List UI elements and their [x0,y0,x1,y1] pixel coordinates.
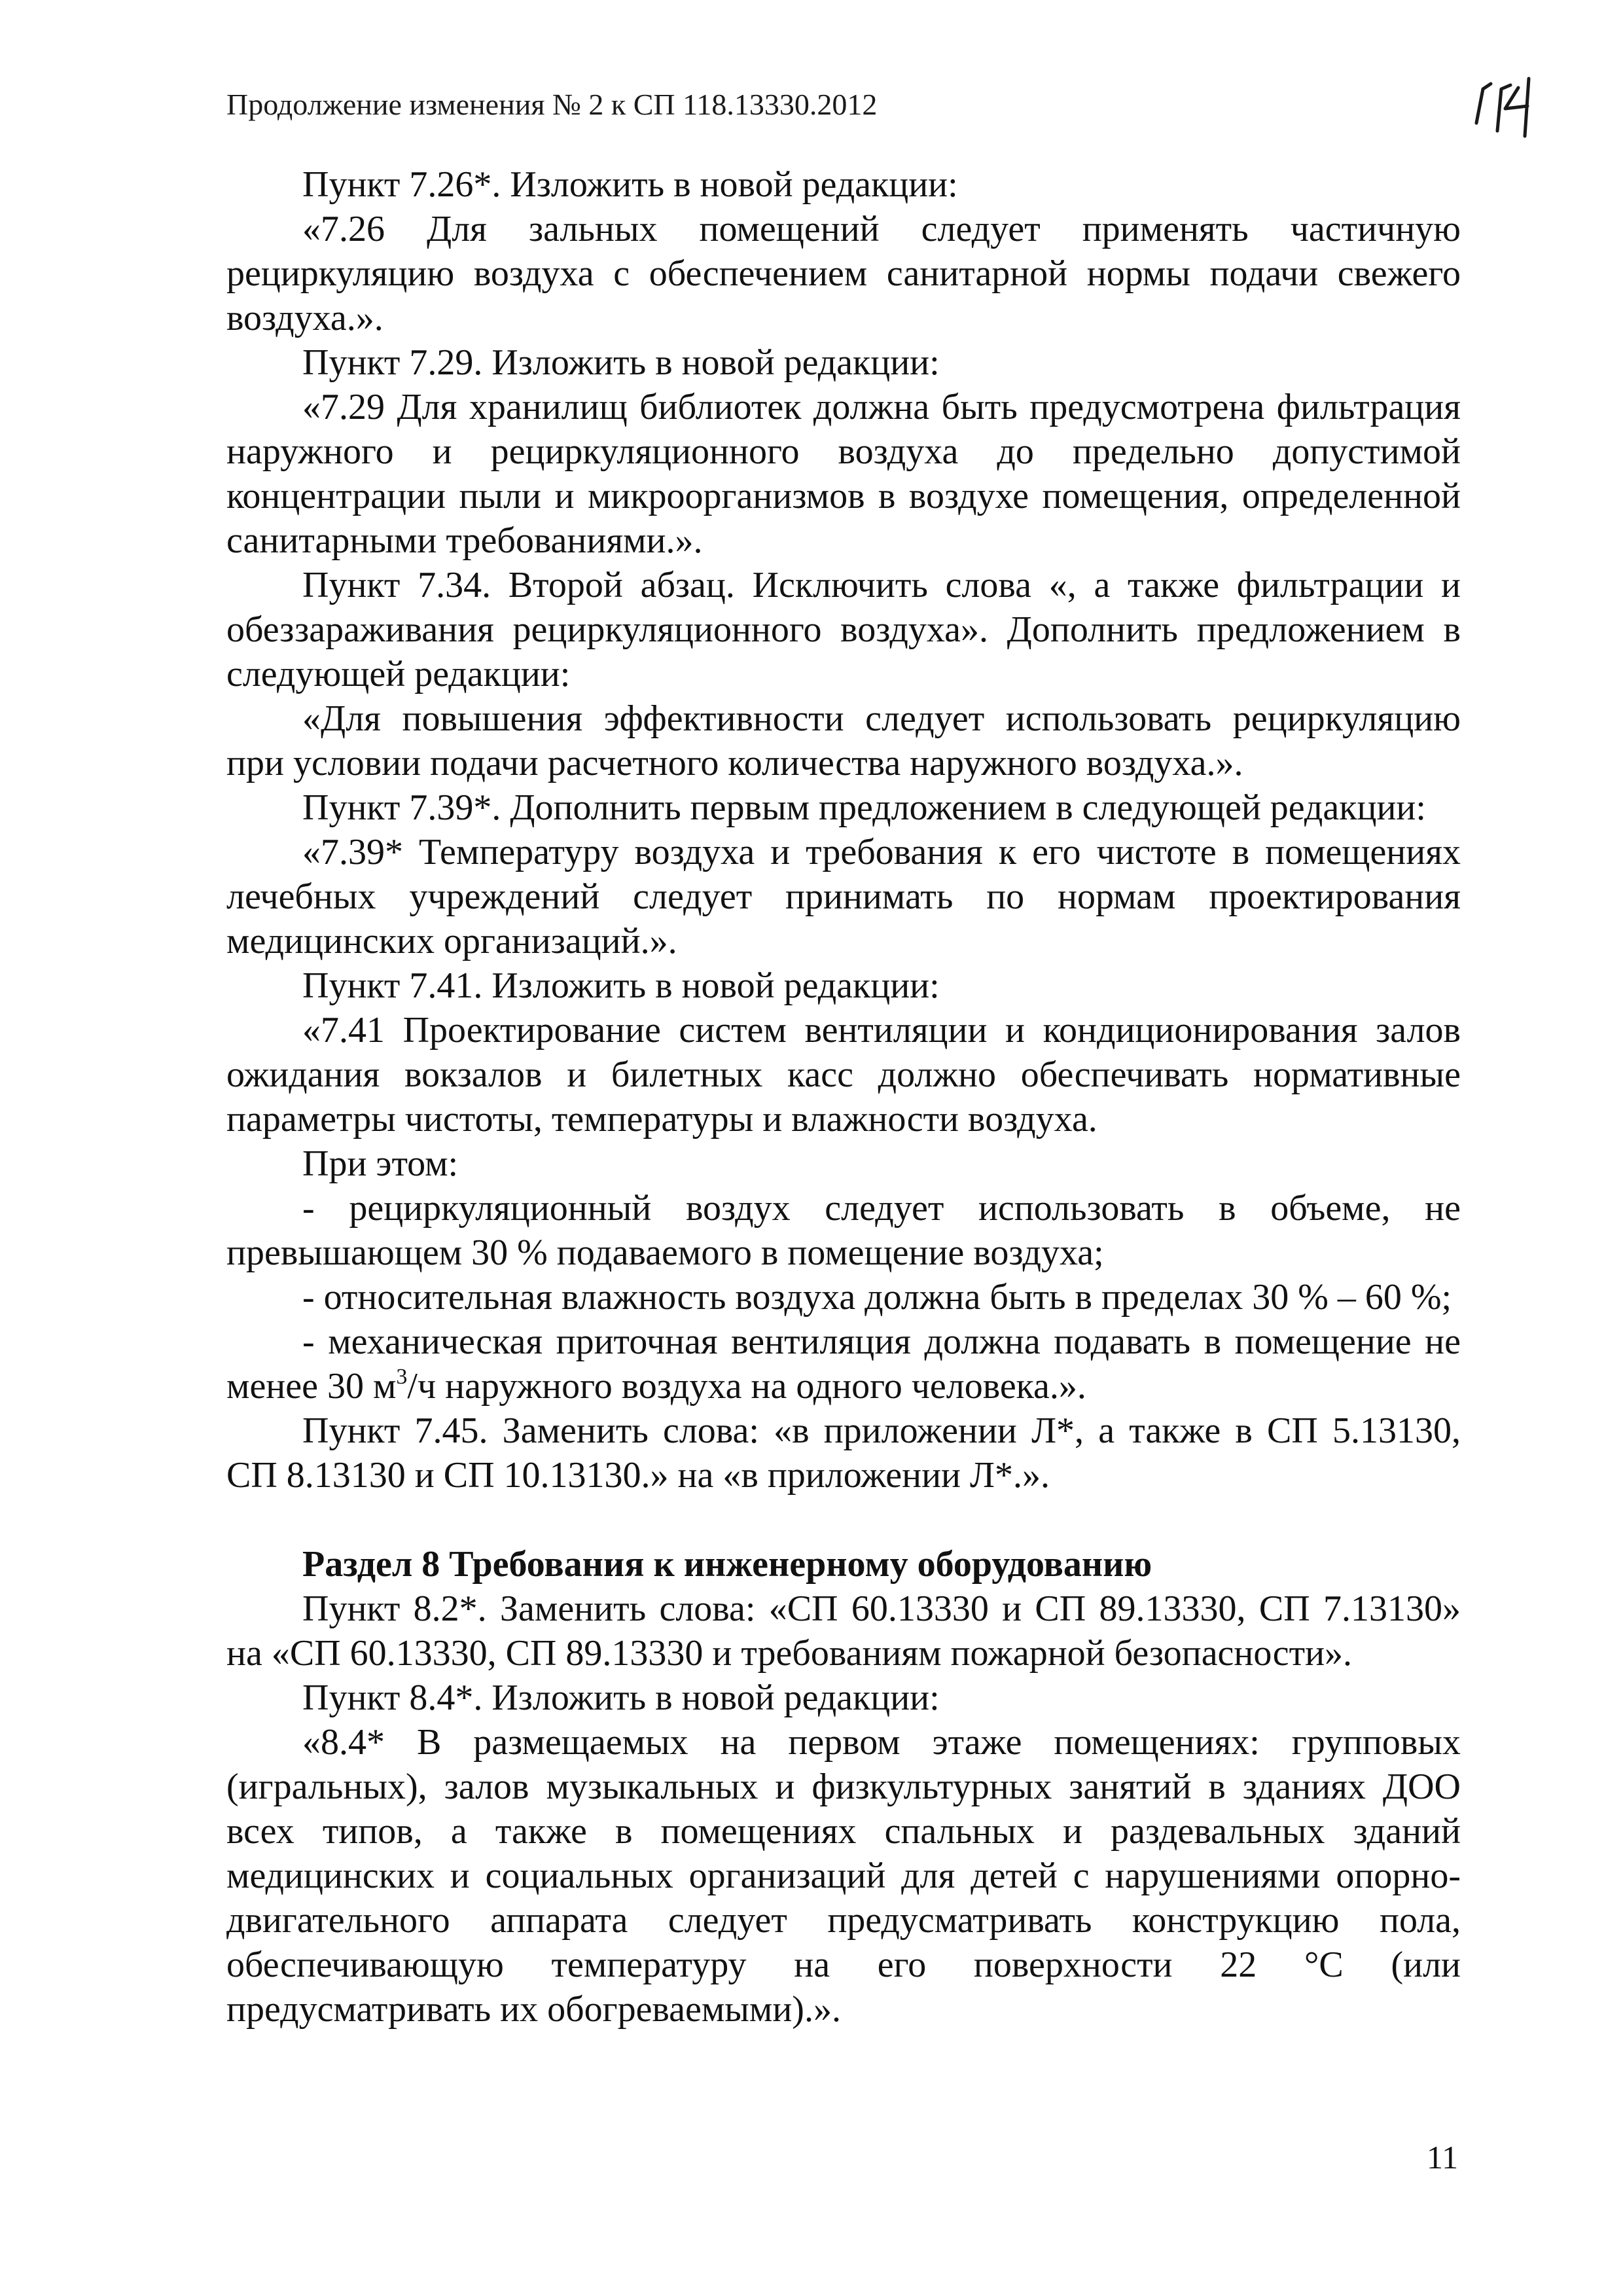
paragraph-7-41-note: При этом: [302,1143,459,1184]
paragraph-8-4-heading: Пункт 8.4*. Изложить в новой редакции: [302,1677,940,1718]
paragraph-7-45: Пункт 7.45. Заменить слова: «в приложении Л*, а также в СП 5.13130, СП 8.13130 и СП 10.13130.» на «в приложении Л*.». [226,1410,1461,1496]
paragraph-7-26-text: «7.26 Для зальных помещений следует применять частичную рециркуляцию воздуха с обеспечением санитарной нормы подачи свежего воздуха.». [226,209,1461,338]
page-number: 11 [1427,2139,1459,2176]
paragraph-7-29-heading: Пункт 7.29. Изложить в новой редакции: [302,342,940,383]
section-8-heading: Раздел 8 Требования к инженерному оборудованию [302,1544,1152,1585]
paragraph-7-29-text: «7.29 Для хранилищ библиотек должна быть предусмотрена фильтрация наружного и рециркуляционного воздуха до предельно допустимой концентрации пыли и микроорганизмов в воздухе помещения, определенной санитарными требованиями.». [226,387,1461,561]
paragraph-7-26-heading: Пункт 7.26*. Изложить в новой редакции: [302,164,958,205]
superscript-3: 3 [396,1365,408,1389]
list-item-ventilation [226,1319,1461,1408]
paragraph-7-41-heading: Пункт 7.41. Изложить в новой редакции: [302,965,940,1006]
paragraph-7-34-text: «Для повышения эффективности следует использовать рециркуляцию при условии подачи расчетного количества наружного воздуха.». [226,698,1461,783]
handwritten-page-mark [1472,63,1535,141]
list-item-ventilation-text: - механическая приточная вентиляция должна подавать в помещение не менее 30 м [226,1321,1461,1407]
running-header: Продолжение изменения № 2 к СП 118.13330.2012 [226,88,878,121]
list-item-ventilation-text-end: /ч наружного воздуха на одного человека.». [407,1366,1086,1407]
paragraph-7-34-heading: Пункт 7.34. Второй абзац. Исключить слова «, а также фильтрации и обеззараживания рециркуляционного воздуха». Дополнить предложением в следующей редакции: [226,565,1461,694]
paragraph-7-41-text: «7.41 Проектирование систем вентиляции и кондиционирования залов ожидания вокзалов и билетных касс должно обеспечивать нормативные параметры чистоты, температуры и влажности воздуха. [226,1010,1461,1139]
paragraph-8-2: Пункт 8.2*. Заменить слова: «СП 60.13330 и СП 89.13330, СП 7.13130» на «СП 60.13330, СП 89.13330 и требованиям пожарной безопасности». [226,1588,1461,1674]
paragraph-7-39-text: «7.39* Температуру воздуха и требования к его чистоте в помещениях лечебных учреждений следует принимать по нормам проектирования медицинских организаций.». [226,832,1461,961]
document-body [226,162,1461,2032]
paragraph-7-39-heading: Пункт 7.39*. Дополнить первым предложением в следующей редакции: [302,787,1426,828]
paragraph-8-4-text: «8.4* В размещаемых на первом этаже помещениях: групповых (игральных), залов музыкальных и физкультурных занятий в зданиях ДОО всех типов, а также в помещениях спальных и раздевальных зданий медицинских и социальных организаций для детей с нарушениями опорно-двигательного аппарата следует предусматривать конструкцию пола, обеспечивающую температуру на его поверхности 22 °С (или предусматривать их обогреваемыми).». [226,1722,1461,2030]
list-item-humidity: - относительная влажность воздуха должна быть в пределах 30 % – 60 %; [302,1277,1452,1318]
list-item-recirculation: - рециркуляционный воздух следует использовать в объеме, не превышающем 30 % подаваемого в помещение воздуха; [226,1188,1461,1273]
